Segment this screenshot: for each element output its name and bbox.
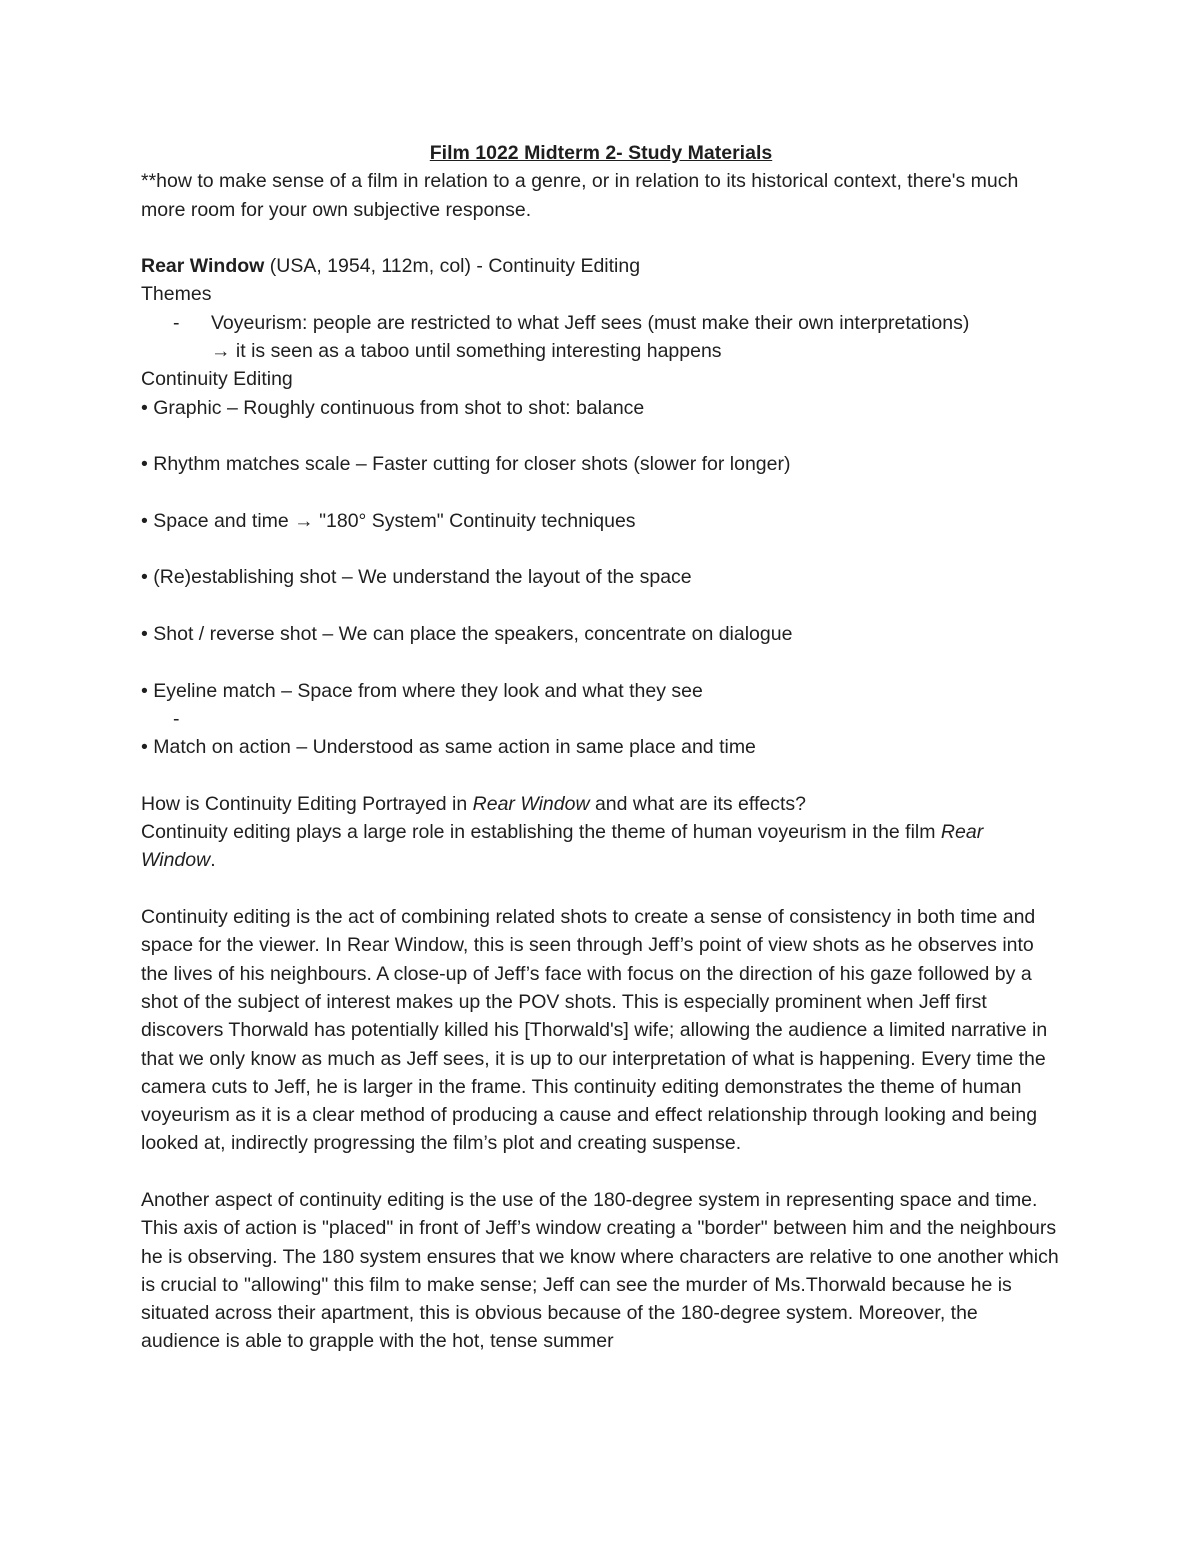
film-title: Rear Window (141, 255, 265, 278)
themes-item-text: Voyeurism: people are restricted to what Jeff sees (must make their own interpretations) (211, 311, 970, 334)
empty-dash-item: - (173, 707, 180, 730)
body-paragraph-2: Another aspect of continuity editing is the use of the 180-degree system in representing space and time. This axis of action is "placed" in front of Jeff’s window creating a "border" between him and the neighbours he is observing. The 180 system ensures that we know where characters are relative to one another which is crucial to "allowing" this film to make sense; Jeff can see the murder of Ms.Thorwald because he is situated across their apartment, this is obvious because of the 180-degree system. Moreover, the audience is able to grapple with the hot, tense summer (141, 1188, 1059, 1353)
body-paragraph-1: Continuity editing is the act of combining related shots to create a sense of consistency in both time and space for the viewer. In Rear Window, this is seen through Jeff’s point of view shots as he observes into the lives of his neighbours. A close-up of Jeff’s face with focus on the direction of his gaze followed by a shot of the subject of interest makes up the POV shots. This is especially prominent when Jeff first discovers Thorwald has potentially killed his [Thorwald's] wife; allowing the audience a limited narrative in that we only know as much as Jeff sees, it is up to our interpretation of what is happening. Every time the camera cuts to Jeff, he is larger in the frame. This continuity editing demonstrates the theme of human voyeurism as it is a clear method of producing a cause and effect relationship through looking and being looked at, indirectly progressing the film’s plot and creating suspense. (141, 906, 1048, 1155)
themes-item-arrow-line: → it is seen as a taboo until something interesting happens (211, 340, 722, 363)
question-text: and what are its effects? (589, 792, 806, 815)
film-details: (USA, 1954, 112m, col) - Continuity Editing (264, 255, 641, 278)
bullet-item: • Graphic – Roughly continuous from shot to shot: balance (141, 396, 645, 419)
bullet-item: • Space and time → "180° System" Continuity techniques (141, 509, 636, 532)
bullet-item: • Eyeline match – Space from where they look and what they see (141, 679, 703, 702)
bullet-item: • Rhythm matches scale – Faster cutting for closer shots (slower for longer) (141, 453, 791, 476)
document-body (141, 139, 1061, 1356)
answer-intro (141, 818, 1061, 875)
dash-marker: - (173, 311, 180, 334)
question-text: How is Continuity Editing Portrayed in (141, 792, 473, 815)
bullet-item: • (Re)establishing shot – We understand the layout of the space (141, 566, 692, 589)
spacer (141, 762, 1061, 790)
answer-text: Continuity editing plays a large role in establishing the theme of human voyeurism in the film (141, 821, 941, 844)
intro-note: **how to make sense of a film in relation to a genre, or in relation to its historical context, there's much more room for your own subjective response. (141, 170, 1019, 221)
film-title-italic: Rear Window (472, 792, 590, 815)
spacer (141, 592, 1061, 620)
themes-list-item (141, 309, 1061, 337)
spacer (141, 422, 1061, 450)
spacer (141, 535, 1061, 563)
continuity-heading: Continuity Editing (141, 368, 293, 391)
spacer (141, 479, 1061, 507)
themes-heading: Themes (141, 283, 212, 306)
page-title: Film 1022 Midterm 2- Study Materials (429, 142, 773, 164)
film-heading (141, 252, 1061, 280)
answer-text: . (210, 849, 216, 872)
bullet-item: • Match on action – Understood as same action in same place and time (141, 736, 756, 759)
spacer (141, 224, 1061, 252)
bullet-item: • Shot / reverse shot – We can place the speakers, concentrate on dialogue (141, 623, 793, 646)
spacer (141, 1158, 1061, 1186)
question-line (141, 790, 1061, 818)
spacer (141, 875, 1061, 903)
film-title-italic: Rear Window (141, 821, 984, 872)
spacer (141, 648, 1061, 676)
